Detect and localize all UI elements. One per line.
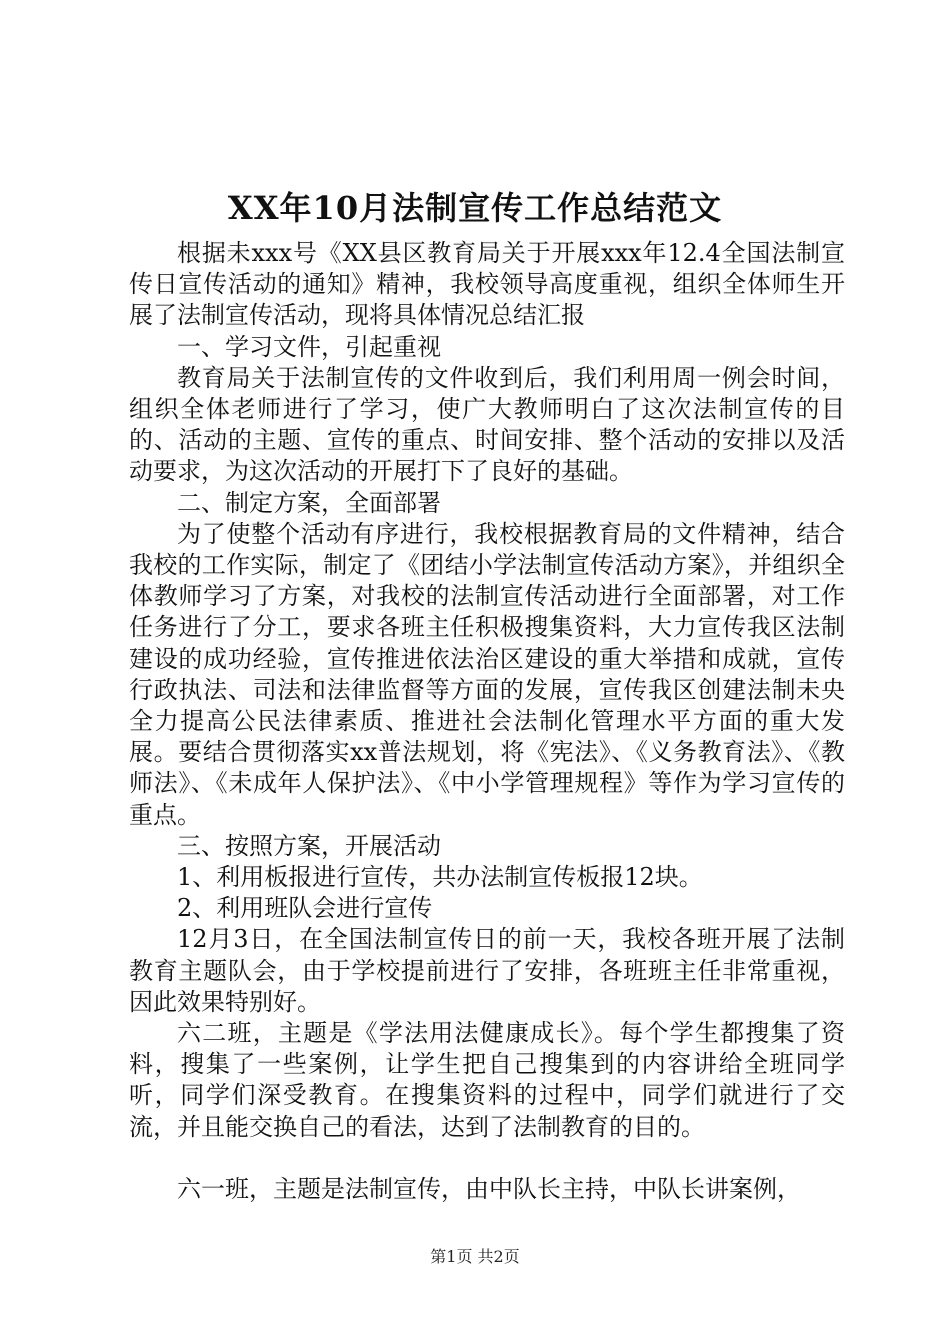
page-footer: 第1页 共2页	[430, 1247, 520, 1266]
section-heading-2: 二、制定方案，全面部署	[177, 488, 441, 517]
section-heading-1: 一、学习文件，引起重视	[177, 332, 441, 361]
body-paragraph: 为了使整个活动有序进行，我校根据教育局的文件精神，结合我校的工作实际，制定了《团结小学法制宣传活动方案》，并组织全体教师学习了方案，对我校的法制宣传活动进行全面部署，对工作任务进行了分工，要求各班主任积极搜集资料，大力宣传我区法制建设的成功经验，宣传推进依法治区建设的重大举措和成就，宣传行政执法、司法和法律监督等方面的发展，宣传我区创建法制未央全力提高公民法律素质、推进社会法制化管理水平方面的重大发展。要结合贯彻落实xx普法规划，将《宪法》、《义务教育法》、《教师法》、《未成年人保护法》、《中小学管理规程》等作为学习宣传的重点。	[129, 519, 845, 829]
body-paragraph: 六一班，主题是法制宣传，由中队长主持，中队长讲案例，	[177, 1174, 801, 1203]
list-item-1: 1、利用板报进行宣传，共办法制宣传板报12块。	[177, 863, 703, 892]
body-paragraph: 教育局关于法制宣传的文件收到后，我们利用周一例会时间，组织全体老师进行了学习，使广大教师明白了这次法制宣传的目的、活动的主题、宣传的重点、时间安排、整个活动的安排以及活动要求，为这次活动的开展打下了良好的基础。	[129, 363, 845, 486]
document-title: XX年10月法制宣传工作总结范文	[227, 189, 723, 227]
list-item-2: 2、利用班队会进行宣传	[177, 894, 433, 923]
intro-paragraph: 根据未xxx号《XX县区教育局关于开展xxx年12.4全国法制宣传日宣传活动的通知》精神，我校领导高度重视，组织全体师生开展了法制宣传活动，现将具体情况总结汇报	[129, 239, 845, 330]
document-body	[129, 238, 845, 1205]
body-paragraph: 12月3日，在全国法制宣传日的前一天，我校各班开展了法制教育主题队会，由于学校提前进行了安排，各班班主任非常重视，因此效果特别好。	[129, 925, 845, 1016]
paragraph-spacer	[129, 1143, 845, 1174]
body-paragraph: 六二班，主题是《学法用法健康成长》。每个学生都搜集了资料，搜集了一些案例，让学生把自己搜集到的内容讲给全班同学听，同学们深受教育。在搜集资料的过程中，同学们就进行了交流，并且能交换自己的看法，达到了法制教育的目的。	[129, 1019, 845, 1141]
section-heading-3: 三、按照方案，开展活动	[177, 831, 441, 860]
